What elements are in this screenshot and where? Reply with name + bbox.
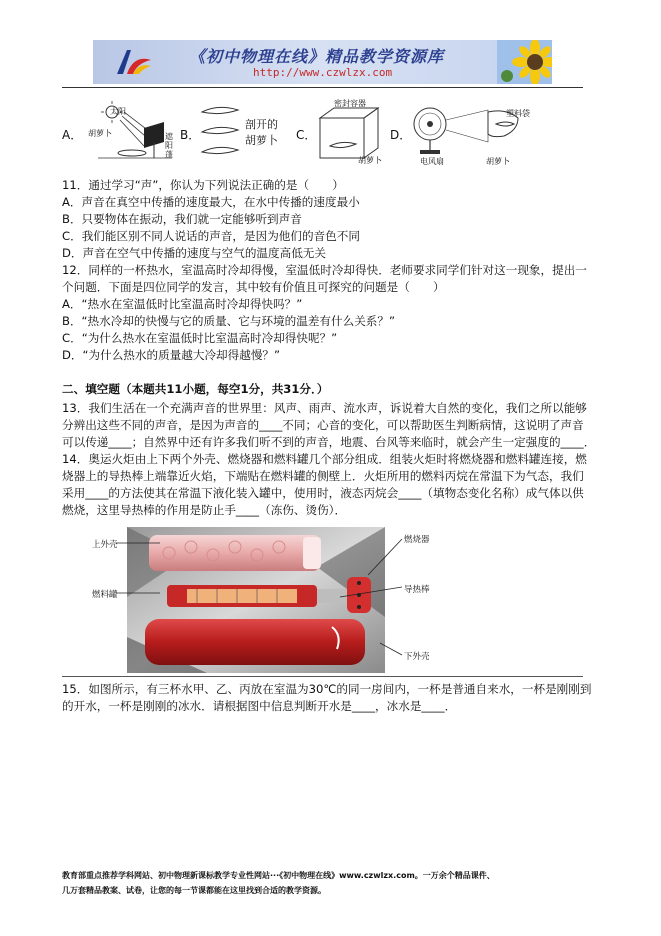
- page-footer: [62, 868, 495, 898]
- option-letter: C．: [296, 128, 317, 142]
- footer-line: 教育部重点推荐学科网站、初中物理新课标教学专业性网站···《初中物理在线》www.czwlzx.com。一万余个精品课件、: [62, 871, 495, 880]
- question-11-stem: 11．通过学习“声”，你认为下列说法正确的是（ ）: [62, 178, 344, 192]
- question-13-line: 分辨出这些不同的声音，是因为声音的____不同；心音的变化，可以帮助医生判断病情，这说明了声音: [62, 418, 584, 432]
- question-14-line: 燃烧，这里导热棒的作用是防止手____（冻伤、烫伤）．: [62, 503, 347, 517]
- question-14-line: 烧器上的导热棒上端靠近火焰，下端贴在燃料罐的侧壁上．火炬所用的燃料丙烷在常温下为气态，我们: [62, 469, 584, 483]
- figure-label-pointers: [80, 527, 410, 673]
- header-banner: [93, 40, 552, 84]
- figure-d-label: 电风扇: [420, 157, 444, 166]
- header-divider: [62, 87, 583, 88]
- question-14-line: 采用____的方法使其在常温下液化装入罐中，使用时，液态丙烷会____（填物态变化名称）成气体以供: [62, 486, 584, 500]
- question-15-line: 的开水，一杯是刚刚的冰水．请根据图中信息判断开水是____，冰水是____．: [62, 699, 457, 713]
- question-13-line: 13．我们生活在一个充满声音的世界里：风声、雨声、流水声，诉说着大自然的变化，我们之所以能够: [62, 401, 587, 415]
- section-2-heading: 二、填空题（本题共11小题，每空1分，共31分．）: [62, 382, 329, 396]
- question-12-stem-line: 个问题．下面是四位同学的发言，其中较有价值且可探究的问题是（ ）: [62, 280, 445, 294]
- option-letter: A．: [62, 128, 83, 142]
- footer-line: 几万套精品教案、试卷，让您的每一节课都能在这里找到合适的教学资源。: [62, 886, 326, 895]
- figure-a-label: 遮阳蓬: [165, 132, 173, 159]
- figure-d-label: 塑料袋: [506, 109, 530, 118]
- figure-divider: [62, 676, 583, 677]
- question-12-option: A．“热水在室温低时比室温高时冷却得快吗？”: [62, 297, 303, 311]
- option-letter: D．: [390, 128, 412, 142]
- question-12-stem-line: 12．同样的一杯热水，室温高时冷却得慢，室温低时冷却得快．老师要求同学们针对这一现象，提出一: [62, 263, 587, 277]
- question-14-line: 14．奥运火炬由上下两个外壳、燃烧器和燃料罐几个部分组成．组装火炬时将燃烧器和燃料罐连接，燃: [62, 452, 587, 466]
- figure-d-label: 胡萝卜: [486, 157, 510, 166]
- header-title: 《初中物理在线》精品教学资源库: [189, 47, 445, 66]
- option-letter: B．: [180, 128, 201, 142]
- figure-a-label: 胡萝卜: [88, 129, 112, 138]
- figure-options-row: [62, 98, 602, 168]
- header-url[interactable]: http://www.czwlzx.com: [253, 66, 393, 79]
- figure-a-label: 太阳: [110, 107, 126, 116]
- question-11-option: B．只要物体在振动，我们就一定能够听到声音: [62, 212, 302, 226]
- figure-c-label: 胡萝卜: [358, 156, 382, 165]
- question-11-option: D．声音在空气中传播的速度与空气的温度高低无关: [62, 246, 326, 260]
- question-12-option: D．“为什么热水的质量越大冷却得越慢？”: [62, 348, 281, 362]
- site-logo-icon: [113, 46, 153, 78]
- figure-b-cut-carrot-icon: [198, 98, 244, 162]
- figure-b-label: 胡萝卜: [245, 134, 278, 147]
- figure-b-label: 剖开的: [245, 118, 278, 131]
- question-12-option: C．“为什么热水在室温低时比室温高时冷却得快呢？”: [62, 331, 338, 345]
- figure-label-fuel-can: 燃料罐: [92, 590, 118, 600]
- question-11-option: A．声音在真空中传播的速度最大，在水中传播的速度最小: [62, 195, 360, 209]
- figure-label-heat-rod: 导热棒: [404, 585, 430, 595]
- figure-c-label: 密封容器: [334, 99, 366, 108]
- figure-label-lower-shell: 下外壳: [404, 652, 430, 662]
- question-11-option: C．我们能区别不同人说话的声音，是因为他们的音色不同: [62, 229, 360, 243]
- question-13-line: 可以传递____；自然界中还有许多我们听不到的声音，地震、台风等来临时，就会产生一定强度的____．: [62, 435, 596, 449]
- sunflower-icon: [497, 40, 552, 84]
- question-15-line: 15．如图所示，有三杯水甲、乙、丙放在室温为30℃的同一房间内，一杯是普通自来水，一杯是刚刚到: [62, 682, 592, 696]
- figure-label-burner: 燃烧器: [404, 535, 430, 545]
- question-12-option: B．“热水冷却的快慢与它的质量、它与环境的温差有什么关系？”: [62, 314, 395, 328]
- figure-label-upper-shell: 上外壳: [92, 540, 118, 550]
